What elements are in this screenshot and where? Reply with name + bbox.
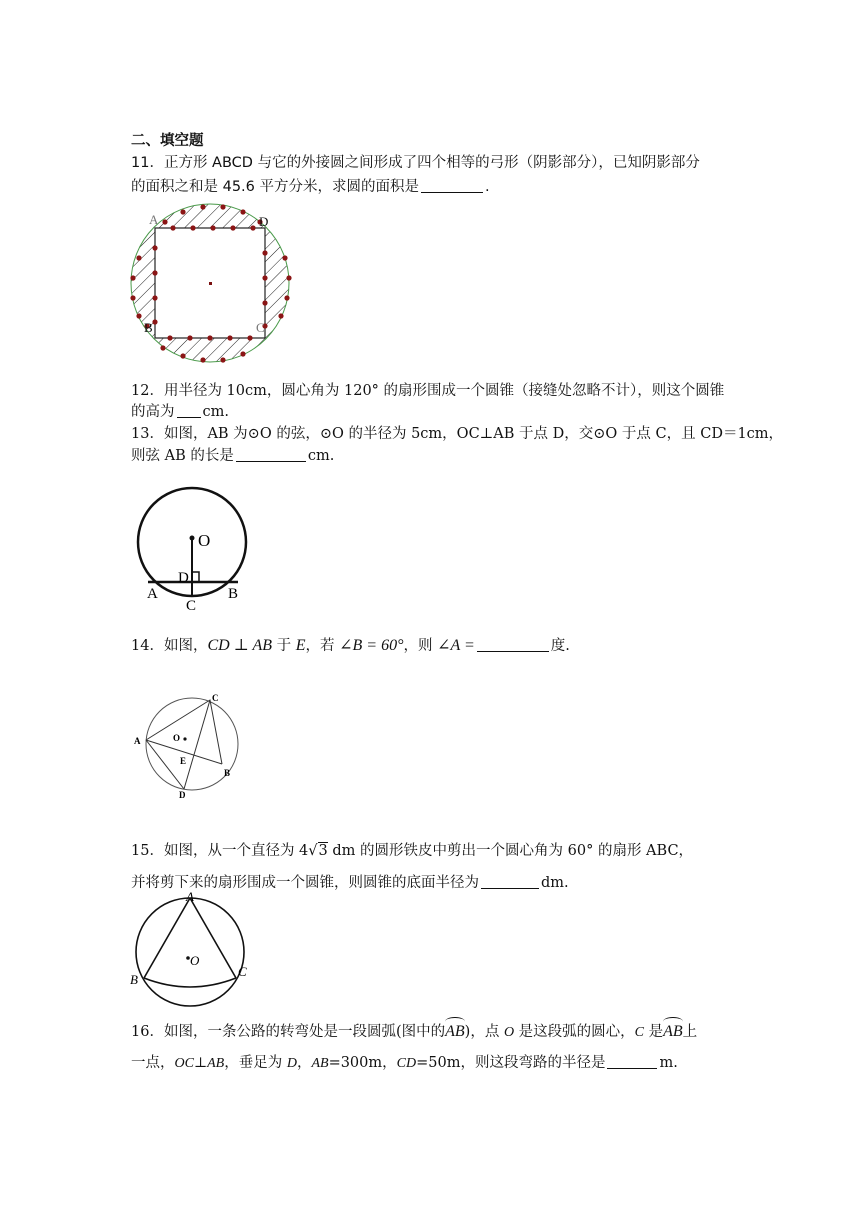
q15-label-c: C (238, 964, 247, 979)
q15-sqrt: √3 (308, 843, 328, 859)
q16-l2-3: ， (296, 1055, 312, 1071)
q12-answer-blank[interactable] (177, 402, 201, 418)
q16-text-4: 是 (644, 1024, 664, 1040)
q16-l2-ab: AB (311, 1056, 329, 1071)
q14-math-angle-b: ∠B = 60° (339, 637, 404, 654)
q14-label-c: C (212, 693, 219, 703)
q14-math-e: E (295, 637, 306, 654)
q16-l2-4: =300m， (328, 1055, 397, 1071)
q15-label-o: O (190, 953, 200, 968)
q16-l2-5: =50m，则这段弯路的半径是 (416, 1055, 606, 1071)
q11-figure (125, 198, 310, 368)
q12-line2-text: 的高为 (131, 404, 175, 420)
q14-label-d: D (179, 790, 186, 800)
q16-l2-1: 一点， (131, 1055, 175, 1071)
q14-label-e: E (180, 756, 187, 766)
q11-label-d: D (259, 214, 269, 229)
q13-line2 (131, 446, 334, 466)
q16-arc-ab-2: AB (663, 1023, 683, 1040)
q13-label-b: B (228, 586, 239, 602)
q12-line1: 12．用半径为 10cm，圆心角为 120° 的扇形围成一个圆锥（接缝处忽略不计），则这个圆锥 (131, 383, 725, 399)
q14-answer-blank[interactable] (477, 636, 549, 652)
q14-text-1: 14．如图， (131, 638, 208, 654)
q16-text-3: 是这段弧的圆心， (514, 1024, 635, 1040)
q14-math-cd-ab: CD ⊥ AB (207, 637, 272, 654)
q12-line2-end: cm. (202, 404, 229, 420)
q14-label-b: B (224, 768, 231, 778)
q15-text-2: dm 的圆形铁皮中剪出一个圆心角为 60° 的扇形 ABC， (327, 843, 694, 859)
q13-figure (130, 486, 255, 614)
q13-label-a: A (147, 586, 158, 602)
q11-label-c: C (256, 320, 265, 335)
q13-line2-text: 则弦 AB 的长是 (131, 448, 234, 464)
q13-label-d: D (178, 570, 189, 586)
q11-line1: 11．正方形 ABCD 与它的外接圆之间形成了四个相等的弓形（阴影部分），已知阴影部分 (131, 155, 700, 171)
q14-math-angle-a: ∠A = (437, 637, 475, 654)
q16-l2-cd: CD (396, 1056, 417, 1071)
q16-line2 (131, 1053, 678, 1074)
q11-line2 (131, 177, 490, 197)
q11-line2-text: 的面积之和是 45.6 平方分米，求圆的面积是 (131, 179, 420, 195)
q11-line2-end: . (485, 179, 490, 195)
q16-l2-d: D (286, 1056, 297, 1071)
q14-text-2: 于 (271, 638, 296, 654)
q11-label-a: A (149, 212, 159, 227)
q15-line1 (131, 841, 693, 861)
q14-label-a: A (134, 736, 141, 746)
q13-label-o: O (198, 531, 211, 550)
q14-text-end: 度. (550, 638, 570, 654)
q11-label-b: B (144, 320, 153, 335)
q15-text-1: 15．如图，从一个直径为 4 (131, 843, 309, 859)
q14-text-4: ，则 (403, 638, 438, 654)
q13-line2-end: cm. (307, 448, 335, 464)
q16-text-5: 上 (682, 1024, 698, 1040)
q15-line2-end: dm. (541, 875, 569, 891)
q11-answer-blank[interactable] (421, 177, 483, 193)
q15-label-b: B (130, 972, 138, 987)
q15-sqrt-radicand: 3 (318, 843, 328, 859)
q16-point-o: O (503, 1025, 515, 1040)
q16-l2-2: ，垂足为 (224, 1055, 287, 1071)
q15-line2-text: 并将剪下来的扇形围成一个圆锥，则圆锥的底面半径为 (131, 875, 479, 891)
q16-line1 (131, 1022, 697, 1043)
q16-l2-end: m. (659, 1055, 678, 1071)
q14-text-3: ，若 (305, 638, 340, 654)
q16-text-1: 16．如图，一条公路的转弯处是一段圆弧(图中的 (131, 1024, 446, 1040)
q16-answer-blank[interactable] (607, 1053, 657, 1069)
q12-line2 (131, 402, 229, 422)
q15-label-a: A (186, 890, 194, 904)
q15-figure (128, 890, 256, 1012)
q16-point-c: C (634, 1025, 645, 1040)
q16-l2-oc-ab: OC⊥AB (174, 1056, 225, 1071)
q15-answer-blank[interactable] (481, 873, 539, 889)
q13-label-c: C (186, 598, 197, 614)
q14-line (131, 636, 570, 656)
section-title: 二、填空题 (131, 133, 204, 149)
q14-label-o: O (173, 733, 181, 743)
q13-answer-blank[interactable] (236, 446, 306, 462)
q14-figure (130, 690, 250, 800)
q13-line1: 13．如图，AB 为⊙O 的弦，⊙O 的半径为 5cm，OC⊥AB 于点 D，交⊙O 于点 C，且 CD＝1cm， (131, 426, 784, 442)
q16-arc-ab-1: AB (445, 1023, 465, 1040)
q16-text-2: )，点 (464, 1024, 504, 1040)
